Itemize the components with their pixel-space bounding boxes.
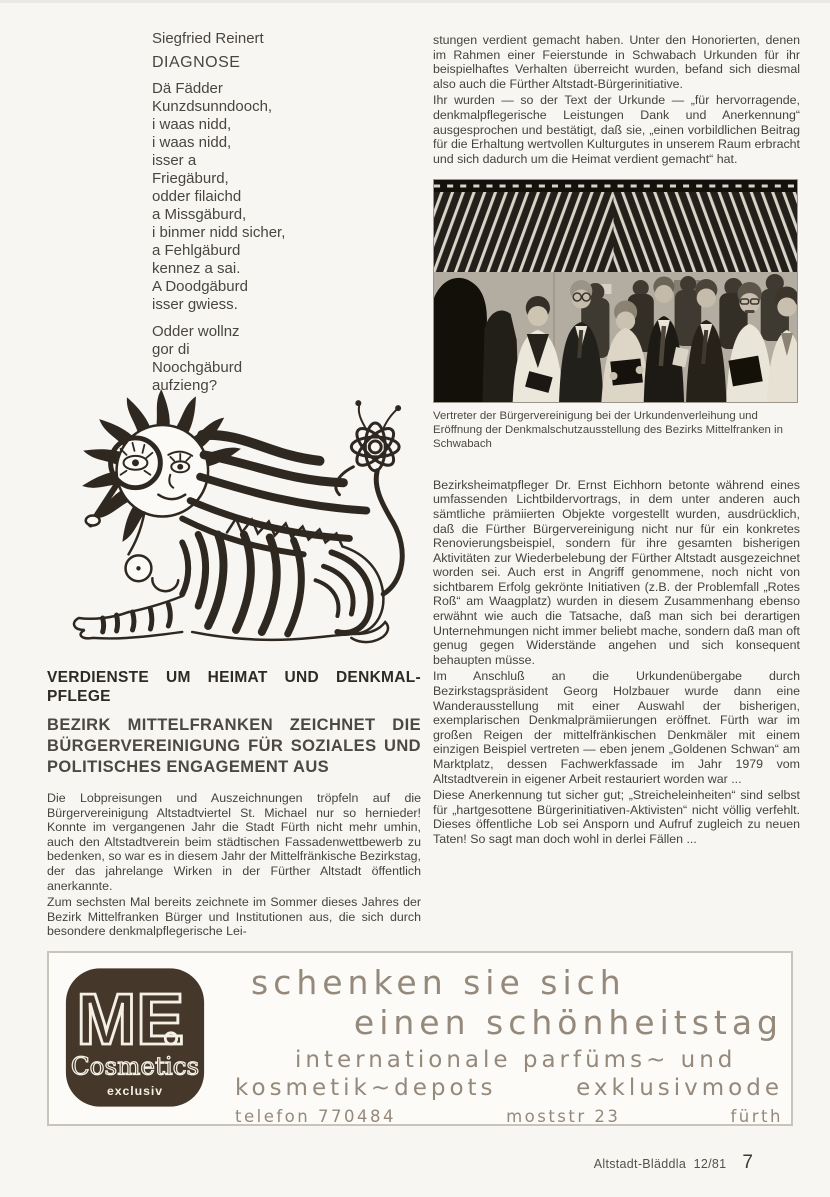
sphinx-drawing-image (33, 383, 421, 667)
article-subheading: BEZIRK MITTELFRANKEN ZEICHNET DIE BÜRGERVEREINIGUNG FÜR SOZIALES UND POLITISCHES ENGAGEMENT AUS (47, 716, 421, 776)
paragraph: Die Lobpreisungen und Auszeichnungen tröpfeln auf die Bürgervereinigung Altstadtviertel St. Michael nur so hernieder! Konnte im vergangenen Jahr die Stadt Fürth nicht mehr umhin, auch den Altstadtverein beim städtischen Fassadenwettbewerb zu bedenken, so war es in diesem Jahr der Mittelfränkische Bezirkstag, der das jahrelange Wirken in der Fürther Altstadt öffentlich anerkannte. (47, 791, 421, 893)
poem-line: isser a (152, 152, 197, 169)
poem-line: gor di (152, 341, 190, 358)
paragraph: stungen verdient gemacht haben. Unter den Honorierten, denen im Rahmen einer Feierstunde in Schwabach Urkunden für ihr beispielhaftes Verhalten überreicht wurden, befand sich diesmal also auch die Fürther Altstadt-Bürgerinitiative. (433, 33, 800, 91)
poem-line: a Missgäburd, (152, 206, 247, 223)
paragraph: Im Anschluß an die Urkundenübergabe durch Bezirkstagspräsident Georg Holzbauer wurde dann eine Wanderausstellung mit einer Auswahl der bisherigen, exemplarischen Denkmalprämiierungen eröffnet. Fürth war im großen Reigen der mittelfränkischen Denkmäler mit einem einzigen Beispiel vertreten — eben jenem „Goldenen Schwan“ am Marktplatz, dessen Fachwerkfassade im Jahr 1979 vom Altstadtverein in eigener Arbeit restauriert worden war ... (433, 669, 800, 786)
poem-author: Siegfried Reinert (152, 30, 264, 47)
paragraph: Ihr wurden — so der Text der Urkunde — „für hervorragende, denkmalpflegerische Leistungen Dank und Anerkennung“ ausgesprochen und bestätigt, daß sie, „einen vorbildlichen Beitrag für die Erhaltung wertvollen Kulturgutes in unserem Raum erbracht und sich dadurch um die Heimat verdient gemacht“ hat. (433, 93, 800, 166)
right-column (433, 33, 800, 849)
ad-line-4 (235, 1075, 783, 1101)
ad-headline-2: einen schönheitstag (353, 1003, 783, 1042)
poem-line: a Fehlgäburd (152, 242, 241, 259)
logo-brand: Cosmetics (70, 1051, 200, 1081)
page-footer (594, 1152, 753, 1174)
me-cosmetics-logo (64, 966, 206, 1109)
poem-line: Dä Fädder (152, 80, 223, 97)
ad-line-4-left: kosmetik~depots (235, 1075, 497, 1101)
poem-line: Noochgäburd (152, 359, 243, 376)
ad-street: moststr 23 (506, 1107, 621, 1126)
logo-initials: ME (76, 980, 185, 1061)
poem-line: odder filaichd (152, 188, 242, 205)
footer-journal-issue (594, 1157, 727, 1171)
article-text-left (47, 791, 421, 939)
ad-phone: telefon 770484 (235, 1107, 396, 1126)
poem-line: i waas nidd, (152, 116, 232, 133)
poem-line: i binmer nidd sicher, (152, 224, 286, 241)
poem-line: i waas nidd, (152, 134, 232, 151)
scan-edge (0, 0, 830, 3)
ad-headline-1: schenken sie sich (251, 963, 626, 1002)
left-column (47, 668, 421, 941)
footer-journal-name: Altstadt-Bläddla (593, 1157, 687, 1171)
footer-issue: 12/81 (693, 1157, 727, 1171)
article-heading: VERDIENSTE UM HEIMAT UND DENKMAL-PFLEGE (47, 669, 421, 705)
ad-line-3: internationale parfüms~ und (295, 1047, 737, 1073)
article-text-bottom-right (433, 478, 800, 847)
ad-line-4-right: exklusivmode (576, 1075, 783, 1101)
poem-stanza-1 (152, 80, 392, 314)
ad-contact-line (235, 1107, 783, 1126)
logo-tagline: exclusiv (106, 1084, 164, 1099)
sphinx-illustration (33, 383, 421, 667)
ad-copy (231, 963, 783, 1126)
photo-caption: Vertreter der Bürgervereinigung bei der Urkundenverleihung und Eröffnung der Denkmalschutzausstellung des Bezirks Mittelfranken in Schwabach (433, 410, 783, 450)
paragraph: Zum sechsten Mal bereits zeichnete im Sommer dieses Jahres der Bezirk Mittelfranken Bürger und Institutionen aus, die sich durch besondere denkmalpflegerische Lei- (47, 895, 421, 939)
article-text-top-right (433, 33, 800, 166)
poem-line: A Doodgäburd (152, 278, 248, 295)
poem-line: Kunzdsunndooch, (152, 98, 273, 115)
ad-city: fürth (730, 1107, 783, 1126)
poem-title: DIAGNOSE (152, 54, 241, 71)
dialect-poem (152, 30, 392, 404)
poem-line: Odder wollnz (152, 323, 240, 340)
ceremony-photo (433, 179, 800, 451)
footer-page-number: 7 (742, 1152, 753, 1173)
poem-line: aufzieng? (152, 377, 218, 394)
poem-line: isser gwiess. (152, 296, 238, 313)
cosmetics-advertisement (47, 951, 793, 1126)
ceremony-photo-image (433, 179, 798, 403)
paragraph: Bezirksheimatpfleger Dr. Ernst Eichhorn betonte während eines umfassenden Lichtbildervortrags, in dem unter anderen auch sämtliche prämiierten Objekte vorgestellt wurden, ausdrücklich, daß die Fürther Bürgervereinigung nicht nur für ein konkretes Renovierungsbeispiel, sondern für ihre gesamten bisherigen Aktivitäten zur Wiederbelebung der Fürther Altstadt ausgezeichnet worden sei. Auch erst in Angriff genommene, noch nicht von sichtbarem Erfolg gekrönte Initiativen (z.B. der Problemfall „Rotes Roß“ am Waagplatz) wurden in diesem Zusammenhang ebenso erwähnt wie auch die Tatsache, daß man sich bei derartigen Unternehmungen nicht immer beliebt mache, sondern daß man oft genug gegen Widerstände angehen und sich konsequent behaupten müsse. (433, 477, 800, 667)
poem-line: Friegäburd, (152, 170, 229, 187)
paragraph: Diese Anerkennung tut sicher gut; „Streicheleinheiten“ sind selbst für „hartgesottene Bürgerinitiativen-Aktivisten“ nicht völlig verfehlt. Dieses öffentliche Lob sei Ansporn und Aufruf zugleich zu neuen Taten! So sagt man doch wohl in derlei Fällen ... (433, 788, 800, 846)
poem-line: kennez a sai. (152, 260, 241, 277)
